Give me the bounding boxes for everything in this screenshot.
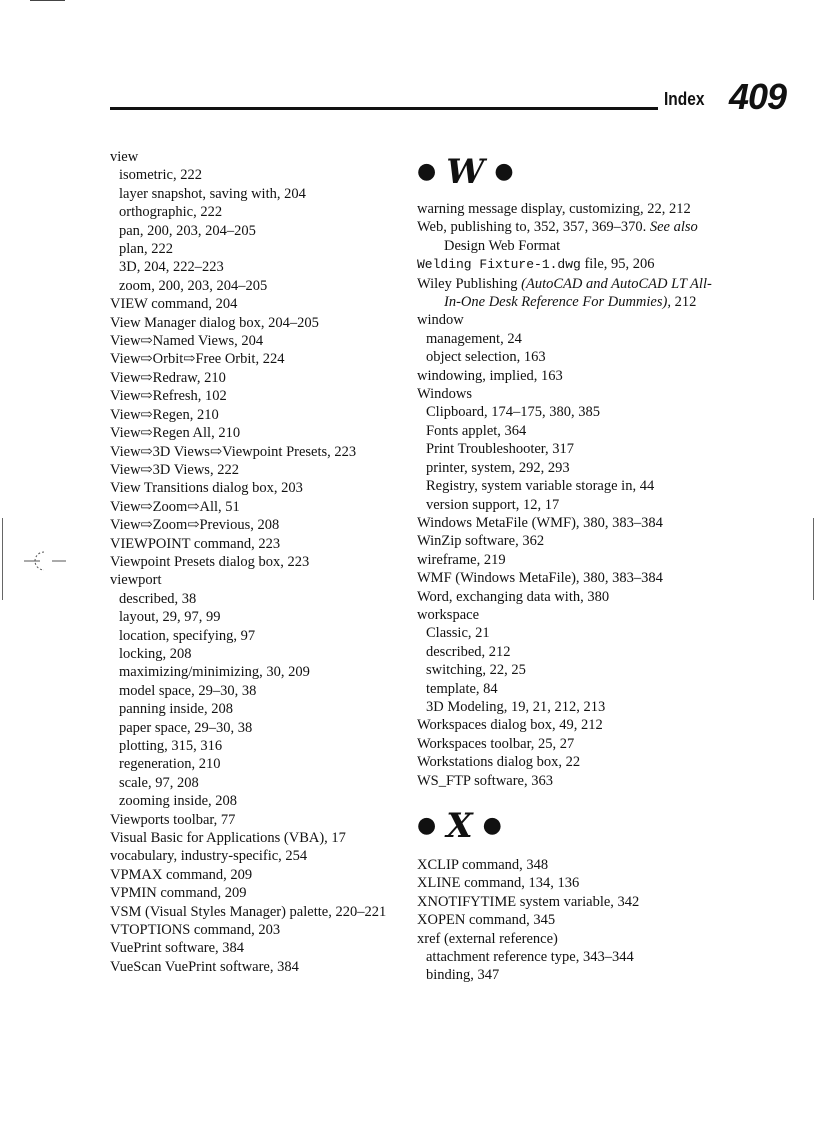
index-subentry: zoom, 200, 203, 204–205 — [119, 277, 268, 294]
index-entry: windowing, implied, 163 — [417, 367, 563, 384]
index-entry: View⇨Zoom⇨Previous, 208 — [110, 517, 280, 534]
index-entry: Workspaces toolbar, 25, 27 — [417, 735, 575, 752]
index-entry: WinZip software, 362 — [417, 533, 545, 550]
index-entry: Word, exchanging data with, 380 — [417, 588, 610, 605]
index-subentry: layer snapshot, saving with, 204 — [119, 185, 306, 202]
index-entry: View⇨3D Views⇨Viewpoint Presets, 223 — [110, 443, 357, 460]
index-entry: XLINE command, 134, 136 — [417, 875, 580, 892]
bullet-icon: ● — [482, 812, 502, 838]
index-entry: View⇨Redraw, 210 — [110, 369, 226, 386]
index-entry: View⇨3D Views, 222 — [110, 461, 239, 478]
index-subentry: attachment reference type, 343–344 — [426, 949, 634, 966]
index-subentry: pan, 200, 203, 204–205 — [119, 222, 256, 239]
index-entry: WMF (Windows MetaFile), 380, 383–384 — [417, 570, 663, 587]
index-entry: View⇨Orbit⇨Free Orbit, 224 — [110, 351, 285, 368]
index-subentry: maximizing/minimizing, 30, 209 — [119, 664, 310, 681]
index-entry: WS_FTP software, 363 — [417, 772, 553, 789]
index-entry: view — [110, 149, 139, 165]
bullet-icon: ● — [494, 159, 514, 185]
index-entry: Workspaces dialog box, 49, 212 — [417, 717, 603, 734]
index-entry: XOPEN command, 345 — [417, 912, 556, 929]
page-number: 409 — [729, 76, 787, 117]
running-head: Index — [664, 89, 705, 109]
index-subentry: model space, 29–30, 38 — [119, 682, 257, 699]
crop-mark-left — [2, 518, 3, 600]
index-subentry: Registry, system variable storage in, 44 — [426, 478, 655, 495]
section-heading-x — [417, 796, 717, 856]
index-entry: window — [417, 312, 464, 329]
index-entry: View Transitions dialog box, 203 — [110, 480, 303, 497]
index-subentry: Classic, 21 — [426, 625, 490, 642]
index-subentry: Print Troubleshooter, 317 — [426, 441, 575, 458]
index-entry: wireframe, 219 — [417, 551, 506, 568]
bullet-icon: ● — [417, 812, 437, 838]
index-entry: viewport — [110, 572, 162, 589]
index-entry: Viewpoint Presets dialog box, 223 — [110, 553, 310, 570]
index-subentry: scale, 97, 208 — [119, 774, 199, 791]
index-entry: VuePrint software, 384 — [110, 940, 245, 957]
see-also-target: Design Web Format — [444, 237, 561, 254]
index-entry: Web, publishing to, 352, 357, 369–370. See also Design Web Format — [417, 219, 698, 254]
filename: Welding Fixture-1.dwg — [417, 257, 581, 273]
index-entry: View⇨Zoom⇨All, 51 — [110, 498, 240, 515]
index-column-left — [110, 148, 400, 976]
index-list-w — [417, 200, 717, 790]
index-subentry: Fonts applet, 364 — [426, 422, 527, 439]
index-subentry: panning inside, 208 — [119, 701, 233, 718]
index-subentry: paper space, 29–30, 38 — [119, 719, 253, 736]
index-entry: VPMIN command, 209 — [110, 885, 247, 902]
index-entry: VSM (Visual Styles Manager) palette, 220–221 — [110, 903, 387, 920]
index-entry: XNOTIFYTIME system variable, 342 — [417, 893, 640, 910]
index-entry: Viewports toolbar, 77 — [110, 811, 236, 828]
index-list-w-rest — [417, 311, 717, 790]
index-entry: xref (external reference) — [417, 930, 558, 947]
crop-mark-top — [30, 0, 65, 1]
index-subentry: plan, 222 — [119, 241, 173, 258]
index-subentry: 3D Modeling, 19, 21, 212, 213 — [426, 698, 606, 715]
index-subentry: 3D, 204, 222–223 — [119, 259, 224, 276]
book-title: (AutoCAD and AutoCAD LT All-In-One Desk Reference For Dummies), — [444, 275, 712, 311]
index-entry: Wiley Publishing (AutoCAD and AutoCAD LT All-In-One Desk Reference For Dummies), 212 — [417, 275, 712, 311]
crop-mark-right — [813, 518, 814, 600]
index-subentry: described, 212 — [426, 643, 511, 660]
index-subentry: printer, system, 292, 293 — [426, 459, 570, 476]
bullet-icon: ● — [417, 159, 437, 185]
index-subentry: template, 84 — [426, 680, 498, 697]
section-letter-x: X — [446, 805, 473, 846]
index-subentry: object selection, 163 — [426, 349, 546, 366]
index-entry: VIEW command, 204 — [110, 296, 238, 313]
index-subentry: version support, 12, 17 — [426, 496, 560, 513]
index-column-right — [417, 148, 717, 985]
index-entry: vocabulary, industry-specific, 254 — [110, 848, 308, 865]
index-entry: View⇨Named Views, 204 — [110, 333, 264, 350]
index-entry: View⇨Refresh, 102 — [110, 388, 227, 405]
registration-mark-icon — [22, 548, 68, 574]
index-subentry: described, 38 — [119, 590, 197, 607]
index-entry: View Manager dialog box, 204–205 — [110, 314, 319, 331]
index-entry: VIEWPOINT command, 223 — [110, 535, 281, 552]
index-subentry: locking, 208 — [119, 645, 192, 662]
index-entry: VTOPTIONS command, 203 — [110, 922, 281, 939]
index-entry: Welding Fixture-1.dwg file, 95, 206 — [417, 256, 655, 273]
index-subentry: management, 24 — [426, 330, 522, 347]
section-heading-w — [417, 145, 717, 200]
index-entry: View⇨Regen, 210 — [110, 406, 219, 423]
index-subentry: switching, 22, 25 — [426, 662, 526, 679]
index-subentry: plotting, 315, 316 — [119, 738, 223, 754]
index-entry: Visual Basic for Applications (VBA), 17 — [110, 830, 346, 847]
index-entry: VueScan VuePrint software, 384 — [110, 958, 299, 975]
index-list-left — [110, 148, 400, 976]
index-entry: workspace — [417, 606, 480, 623]
index-subentry: location, specifying, 97 — [119, 627, 256, 644]
index-entry: Windows MetaFile (WMF), 380, 383–384 — [417, 514, 663, 531]
index-entry: Workstations dialog box, 22 — [417, 754, 581, 771]
index-subentry: isometric, 222 — [119, 167, 202, 184]
index-entry: Windows — [417, 386, 472, 403]
index-entry: XCLIP command, 348 — [417, 857, 549, 873]
index-subentry: binding, 347 — [426, 967, 500, 984]
header-rule — [110, 107, 658, 110]
index-entry: warning message display, customizing, 22, 212 — [417, 201, 691, 217]
index-entry: VPMAX command, 209 — [110, 866, 253, 883]
index-entry: View⇨Regen All, 210 — [110, 425, 241, 442]
section-letter-w: W — [446, 152, 485, 193]
index-subentry: zooming inside, 208 — [119, 793, 238, 810]
see-also-label: See also — [649, 219, 698, 236]
index-subentry: orthographic, 222 — [119, 204, 223, 221]
index-subentry: layout, 29, 97, 99 — [119, 609, 221, 626]
index-list-x — [417, 856, 717, 985]
index-subentry: regeneration, 210 — [119, 756, 221, 773]
index-subentry: Clipboard, 174–175, 380, 385 — [426, 404, 600, 421]
